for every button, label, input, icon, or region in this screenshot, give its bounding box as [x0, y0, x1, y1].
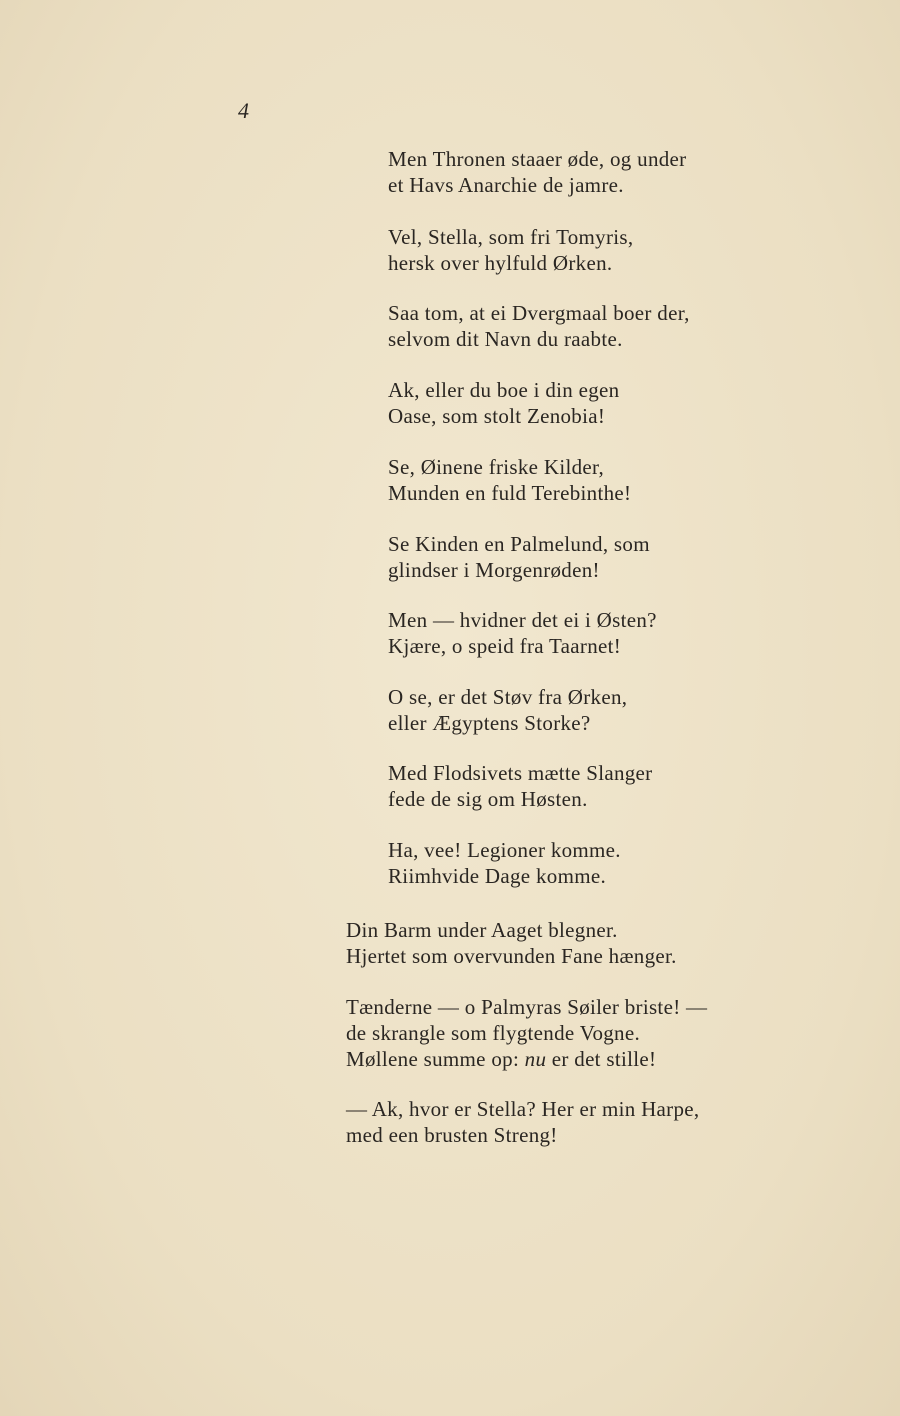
verse-line: Tænderne — o Palmyras Søiler briste! — [346, 995, 708, 1019]
verse-line: — Ak, hvor er Stella? Her er min Harpe, [346, 1097, 700, 1121]
verse-line: Med Flodsivets mætte Slanger [388, 761, 653, 785]
verse-line: Munden en fuld Terebinthe! [388, 481, 632, 505]
verse-line: de skrangle som flygtende Vogne. [346, 1021, 641, 1045]
verse-line: Ha, vee! Legioner komme. [388, 838, 621, 862]
stanza [346, 994, 707, 1072]
verse-line: Riimhvide Dage komme. [388, 864, 607, 888]
verse-line: Men — hvidner det ei i Østen? [388, 608, 657, 632]
stanza [388, 684, 627, 736]
verse-line-start: Møllene summe op: [346, 1047, 525, 1071]
stanza [388, 377, 619, 429]
stanza [388, 146, 686, 198]
stanza [346, 917, 677, 969]
verse-line: Se Kinden en Palmelund, som [388, 532, 650, 556]
verse-line: fede de sig om Høsten. [388, 787, 588, 811]
stanza [388, 531, 650, 583]
verse-line: hersk over hylfuld Ørken. [388, 251, 613, 275]
verse-line: Hjertet som overvunden Fane hænger. [346, 944, 677, 968]
verse-line: selvom dit Navn du raabte. [388, 327, 623, 351]
verse-line: Ak, eller du boe i din egen [388, 378, 620, 402]
stanza [388, 837, 621, 889]
stanza [388, 300, 690, 352]
verse-line-italic: nu [524, 1047, 547, 1071]
verse-line: Din Barm under Aaget blegner. [346, 918, 618, 942]
verse-line: Men Thronen staaer øde, og under [388, 147, 687, 171]
stanza [388, 454, 631, 506]
verse-line: O se, er det Støv fra Ørken, [388, 685, 628, 709]
stanza [388, 224, 633, 276]
verse-line: Se, Øinene friske Kilder, [388, 455, 605, 479]
verse-line: Oase, som stolt Zenobia! [388, 404, 606, 428]
stanza [388, 607, 657, 659]
verse-line: Saa tom, at ei Dvergmaal boer der, [388, 301, 690, 325]
verse-line: et Havs Anarchie de jamre. [388, 173, 624, 197]
verse-line: med een brusten Streng! [346, 1123, 558, 1147]
stanza [346, 1096, 699, 1148]
verse-line: Vel, Stella, som fri Tomyris, [388, 225, 634, 249]
page-number: 4 [238, 98, 249, 123]
verse-line: glindser i Morgenrøden! [388, 558, 600, 582]
verse-line: Kjære, o speid fra Taarnet! [388, 634, 622, 658]
verse-line-end: er det stille! [546, 1047, 657, 1071]
verse-line: eller Ægyptens Storke? [388, 711, 591, 735]
verse-line [346, 1046, 707, 1072]
stanza [388, 760, 652, 812]
